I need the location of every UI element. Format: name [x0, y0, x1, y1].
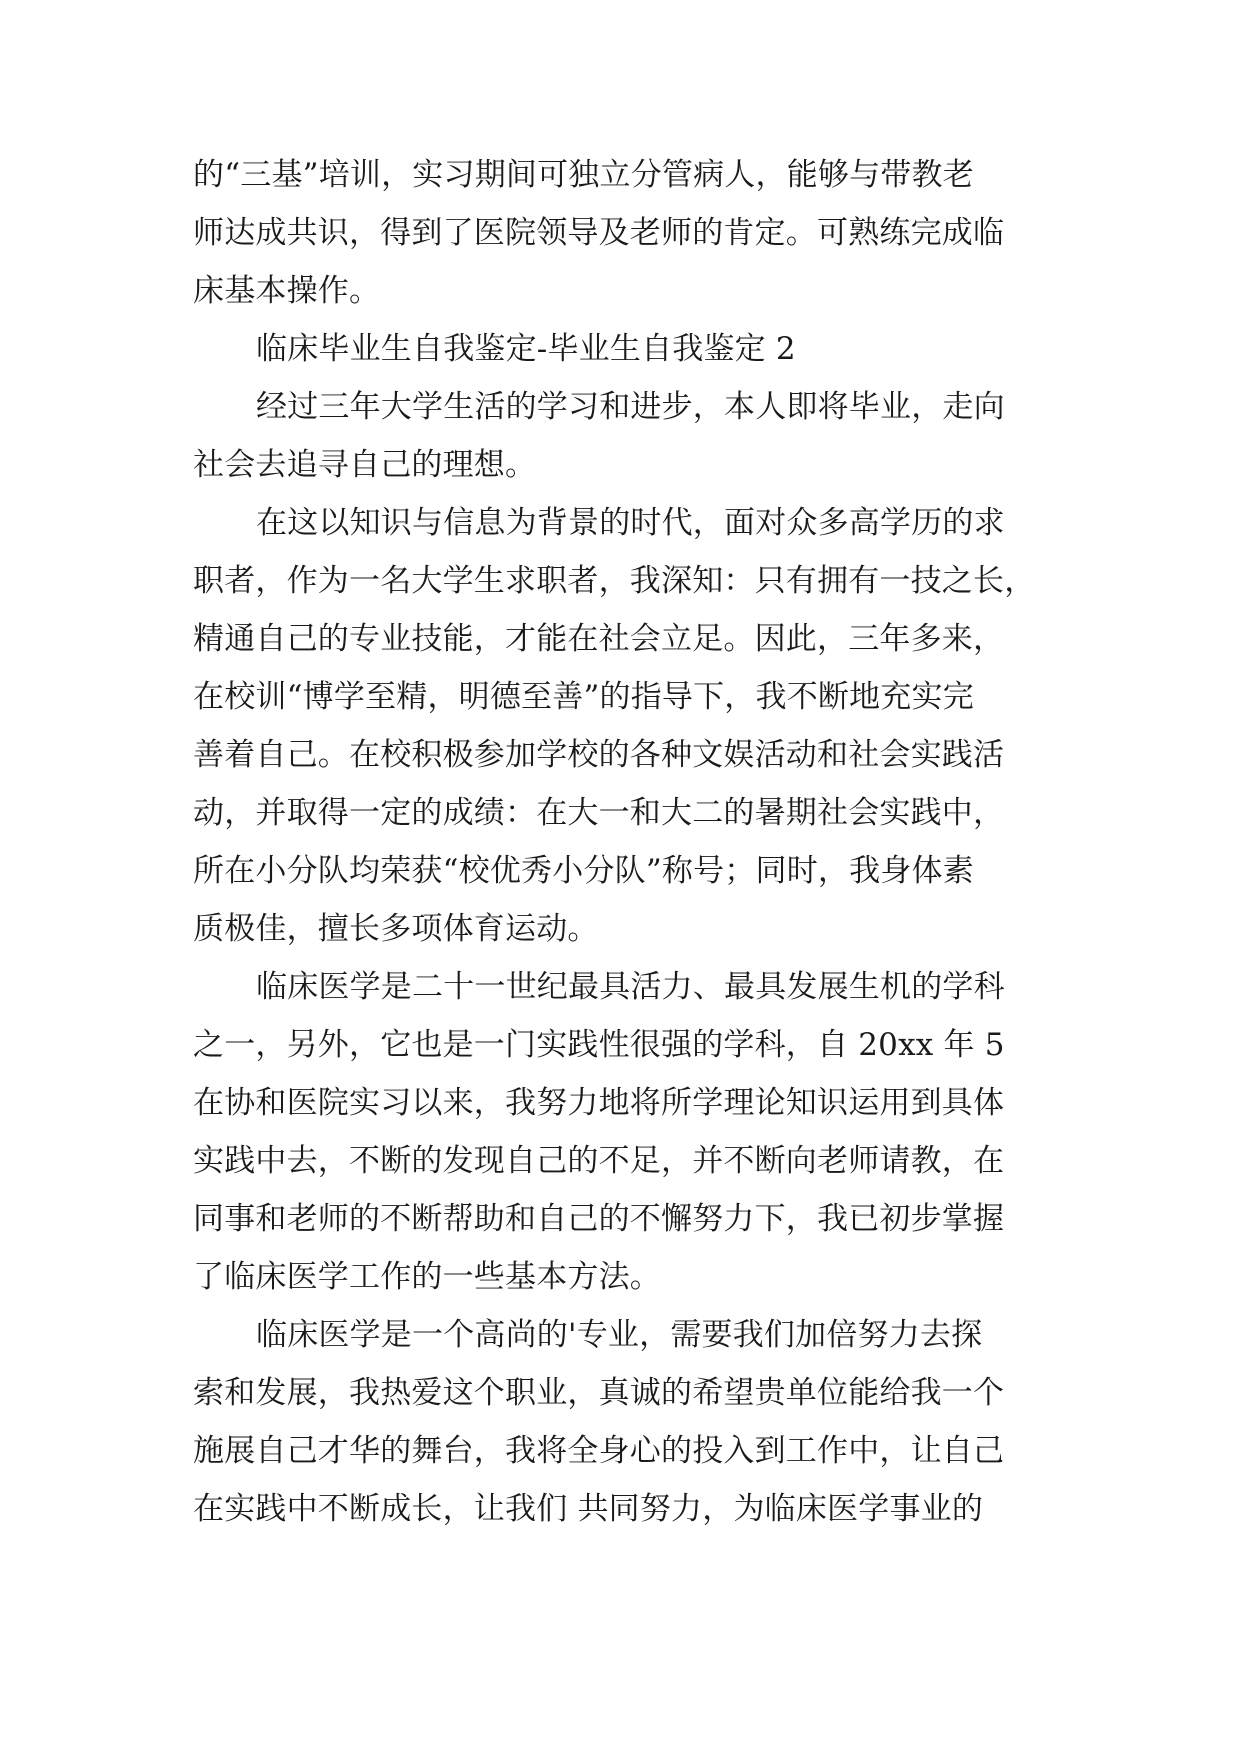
text-line: 临床医学是二十一世纪最具活力、最具发展生机的学科 [256, 969, 1005, 1005]
text-line: 在协和医院实习以来，我努力地将所学理论知识运用到具体 [193, 1085, 1005, 1121]
text-line: 精通自己的专业技能，才能在社会立足。因此，三年多来， [193, 621, 1005, 657]
text-line: 经过三年大学生活的学习和进步，本人即将毕业，走向 [256, 389, 1005, 425]
text-line: 索和发展，我热爱这个职业，真诚的希望贵单位能给我一个 [193, 1375, 1005, 1411]
text-line: 了临床医学工作的一些基本方法。 [193, 1259, 661, 1295]
text-line: 的“三基”培训，实习期间可独立分管病人，能够与带教老 [193, 157, 974, 193]
text-line: 施展自己才华的舞台，我将全身心的投入到工作中，让自己 [193, 1433, 1005, 1469]
text-line: 同事和老师的不断帮助和自己的不懈努力下，我已初步掌握 [193, 1201, 1005, 1237]
text-line: 职者，作为一名大学生求职者，我深知：只有拥有一技之长， [193, 563, 1036, 599]
text-line: 社会去追寻自己的理想。 [193, 447, 537, 483]
text-line: 在校训“博学至精，明德至善”的指导下，我不断地充实完 [193, 679, 974, 715]
text-line: 善着自己。在校积极参加学校的各种文娱活动和社会实践活 [193, 737, 1005, 773]
text-line: 床基本操作。 [193, 273, 381, 309]
text-line: 在实践中不断成长，让我们 共同努力，为临床医学事业的 [193, 1491, 984, 1527]
text-line: 动，并取得一定的成绩：在大一和大二的暑期社会实践中， [193, 795, 1005, 831]
text-line: 临床医学是一个高尚的'专业，需要我们加倍努力去探 [256, 1317, 983, 1353]
text-line: 师达成共识，得到了医院领导及老师的肯定。可熟练完成临 [193, 215, 1005, 251]
section-heading: 临床毕业生自我鉴定-毕业生自我鉴定 2 [256, 331, 796, 367]
text-line: 质极佳，擅长多项体育运动。 [193, 911, 599, 947]
text-line: 之一，另外，它也是一门实践性很强的学科，自 20xx 年 5 [193, 1027, 1005, 1063]
text-line: 在这以知识与信息为背景的时代，面对众多高学历的求 [256, 505, 1005, 541]
text-line: 所在小分队均荣获“校优秀小分队”称号；同时，我身体素 [193, 853, 974, 889]
text-line: 实践中去，不断的发现自己的不足，并不断向老师请教，在 [193, 1143, 1005, 1179]
